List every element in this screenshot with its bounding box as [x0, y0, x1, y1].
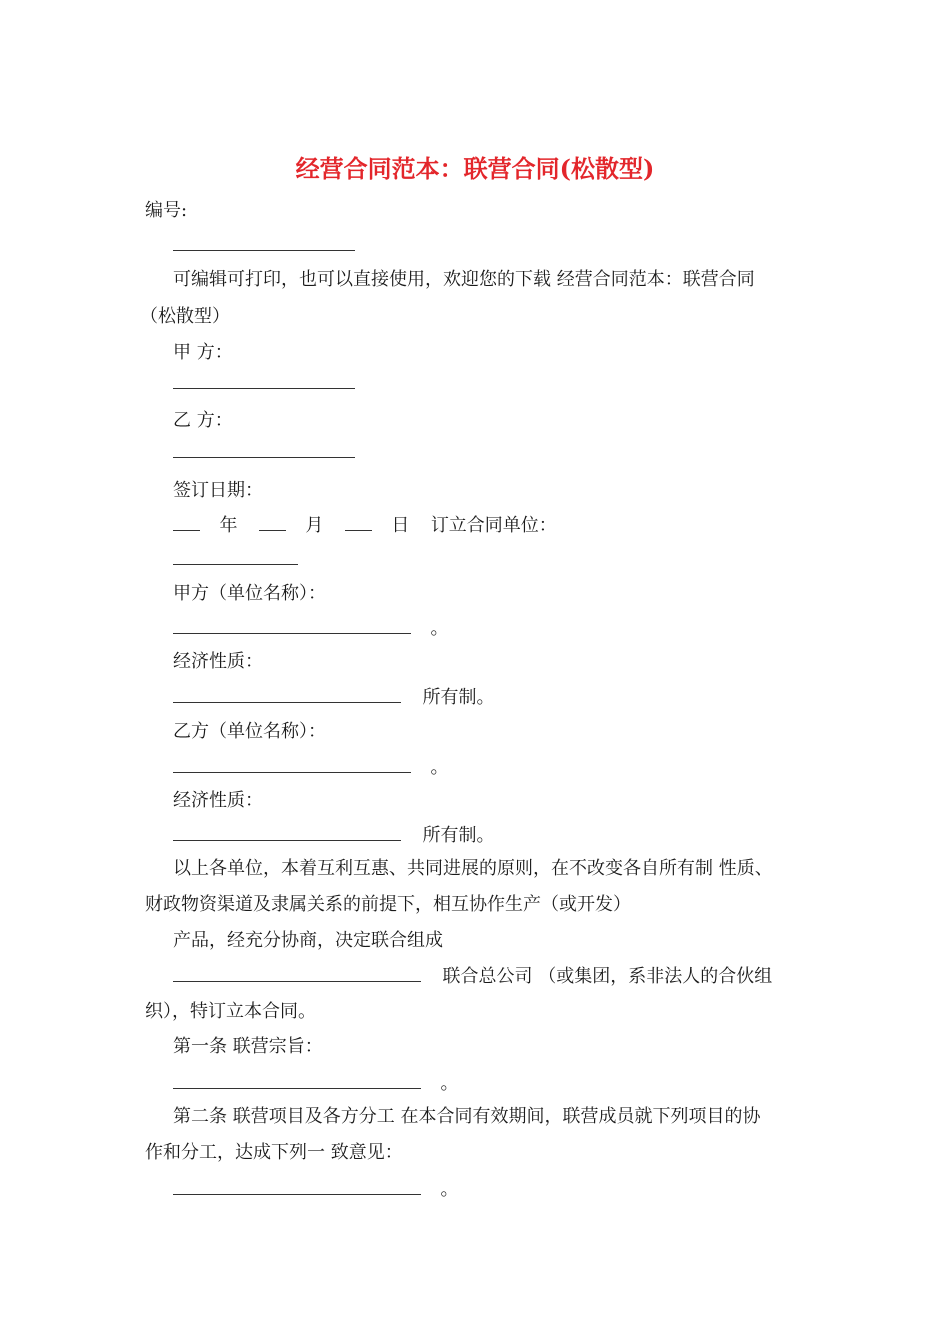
- party-b-label: 乙 方：: [173, 410, 233, 431]
- article-2-row: [173, 1176, 458, 1203]
- party-b-name-row: [173, 754, 448, 781]
- sign-date-label: 签订日期：: [173, 480, 263, 501]
- company-name-blank[interactable]: [173, 963, 421, 982]
- party-a-blank[interactable]: [173, 370, 355, 389]
- company-row: [173, 963, 772, 990]
- preamble-line-1: 以上各单位，本着互利互惠、共同进展的原则，在不改变各自所有制 性质、: [173, 858, 773, 879]
- ownership-suffix: 所有制。: [422, 687, 495, 708]
- number-blank-row: [173, 232, 355, 259]
- period: 。: [430, 618, 449, 639]
- units-label: 订立合同单位：: [430, 515, 557, 536]
- party-a-label: 甲 方：: [173, 342, 233, 363]
- article-2-blank[interactable]: [173, 1176, 421, 1195]
- party-b-name-label: 乙方（单位名称）：: [173, 721, 326, 742]
- party-b-blank[interactable]: [173, 439, 355, 458]
- preamble-line-2: 财政物资渠道及隶属关系的前提下，相互协作生产（或开发）: [145, 894, 631, 915]
- econ-nature-blank-b[interactable]: [173, 822, 401, 841]
- document-title: 经营合同范本：联营合同(松散型): [295, 154, 655, 183]
- units-blank-row: [173, 546, 298, 573]
- party-a-blank-row: [173, 370, 355, 397]
- econ-nature-row-b: [173, 822, 494, 849]
- party-b-name-blank[interactable]: [173, 754, 411, 773]
- article-1-row: [173, 1070, 458, 1097]
- article-1-blank[interactable]: [173, 1070, 421, 1089]
- period: 。: [440, 1073, 459, 1094]
- econ-nature-label-b: 经济性质：: [173, 790, 263, 811]
- units-blank[interactable]: [173, 546, 298, 565]
- article-1-label: 第一条 联营宗旨：: [173, 1036, 323, 1057]
- number-blank[interactable]: [173, 232, 355, 251]
- intro-line-2: （松散型）: [140, 306, 230, 327]
- econ-nature-row-a: [173, 684, 494, 711]
- day-label: 日: [391, 515, 410, 536]
- article-2-line-1: 第二条 联营项目及各方分工 在本合同有效期间，联营成员就下列项目的协: [173, 1106, 761, 1127]
- day-blank[interactable]: [345, 512, 372, 531]
- company-suffix: 联合总公司 （或集团，系非法人的合伙组: [442, 966, 773, 987]
- period: 。: [440, 1179, 459, 1200]
- preamble-line-5: 织），特订立本合同。: [145, 1001, 316, 1022]
- year-blank[interactable]: [173, 512, 200, 531]
- party-b-blank-row: [173, 439, 355, 466]
- month-label: 月: [305, 515, 324, 536]
- period: 。: [430, 757, 449, 778]
- econ-nature-label-a: 经济性质：: [173, 651, 263, 672]
- number-label: 编号:: [145, 200, 188, 221]
- preamble-line-3: 产品，经充分协商，决定联合组成: [173, 930, 443, 951]
- date-row: [173, 512, 557, 539]
- article-2-line-2: 作和分工，达成下列一 致意见：: [145, 1142, 403, 1163]
- party-a-name-label: 甲方（单位名称）：: [173, 583, 326, 604]
- party-a-name-row: [173, 615, 448, 642]
- party-a-name-blank[interactable]: [173, 615, 411, 634]
- year-label: 年: [219, 515, 238, 536]
- econ-nature-blank-a[interactable]: [173, 684, 401, 703]
- ownership-suffix: 所有制。: [422, 825, 495, 846]
- month-blank[interactable]: [259, 512, 286, 531]
- intro-line-1: 可编辑可打印，也可以直接使用，欢迎您的下载 经营合同范本：联营合同: [173, 269, 755, 290]
